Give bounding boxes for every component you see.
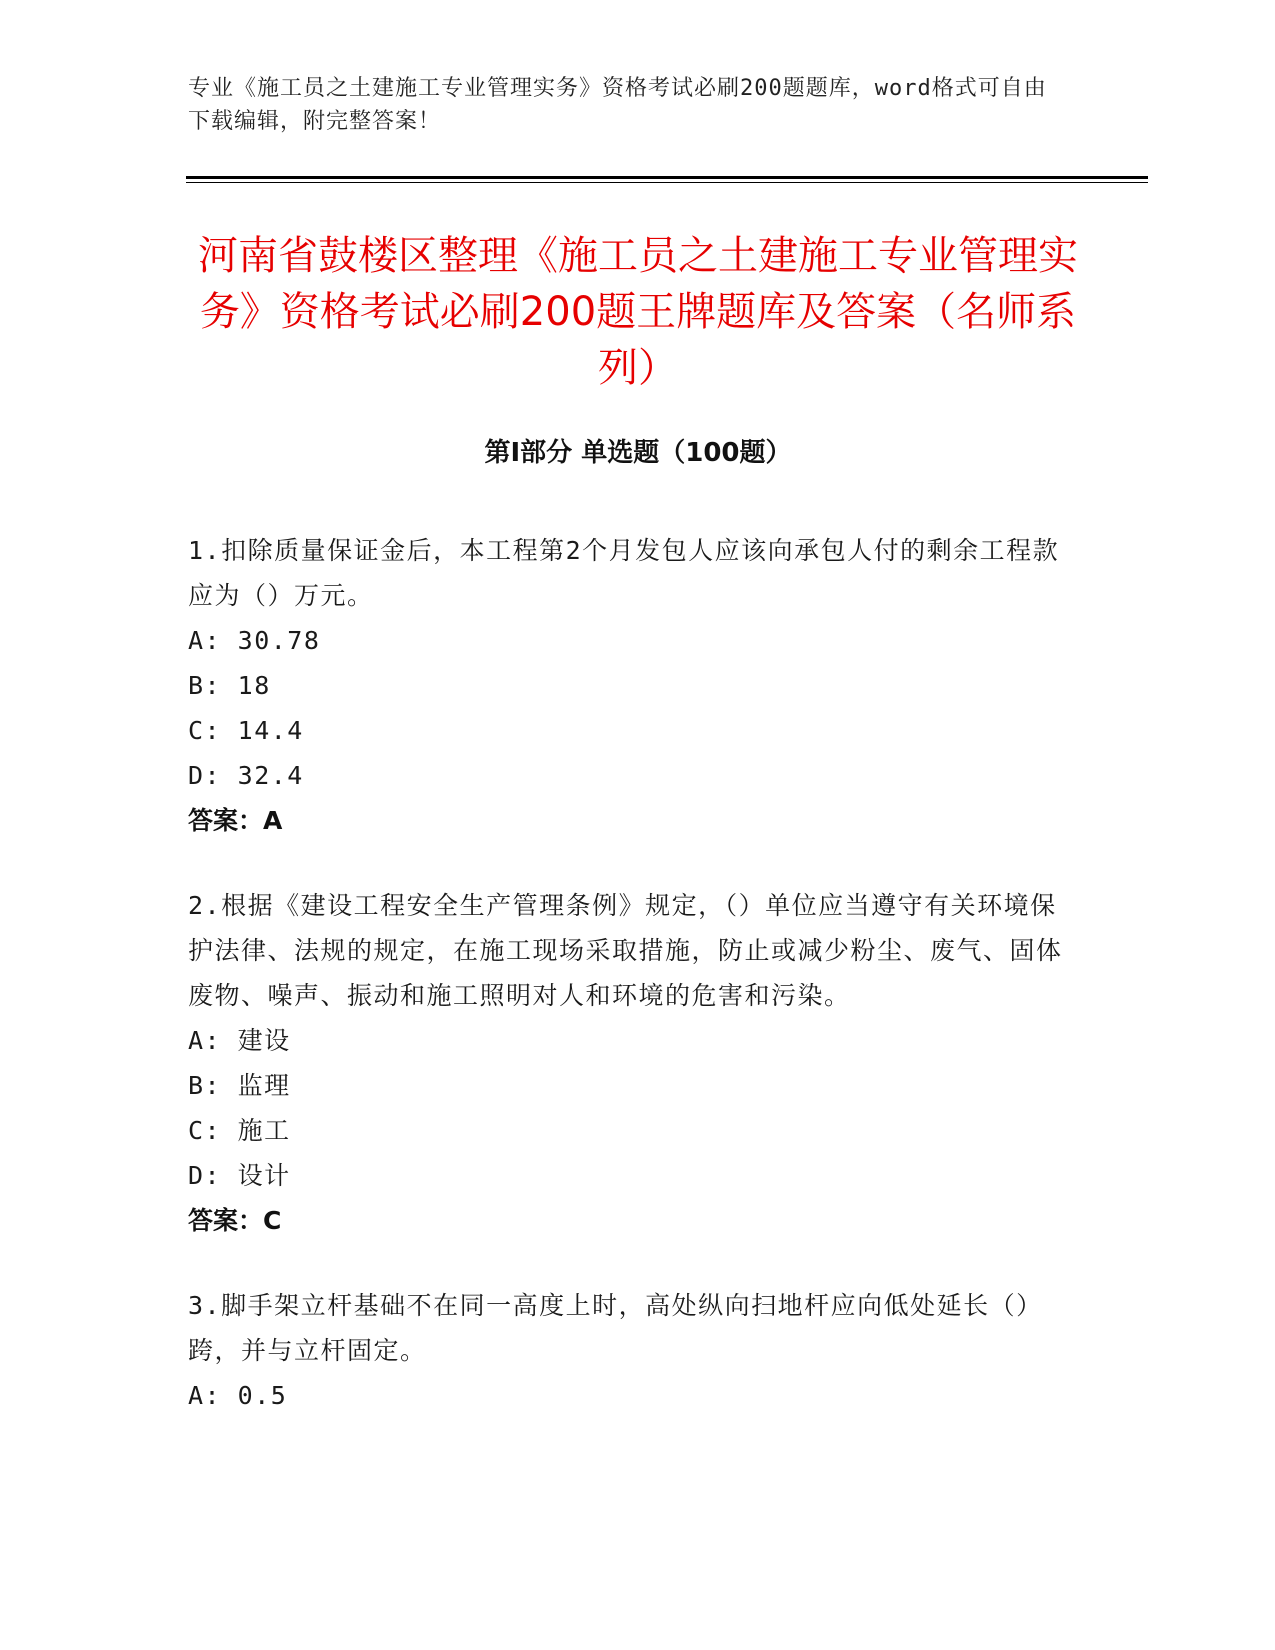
option-d: D: 32.4	[188, 761, 304, 790]
answer: 答案：C	[188, 1206, 282, 1235]
header-divider-thick	[186, 176, 1148, 179]
option-a: A: 0.5	[188, 1381, 288, 1410]
question-1	[188, 528, 1068, 843]
option-c: C: 施工	[188, 1116, 291, 1145]
question-stem: 3.脚手架立杆基础不在同一高度上时，高处纵向扫地杆应向低处延长（）跨，并与立杆固定。	[188, 1291, 1043, 1365]
question-list	[188, 528, 1068, 1458]
question-3	[188, 1283, 1068, 1418]
header-note: 专业《施工员之土建施工专业管理实务》资格考试必刷200题题库，word格式可自由下载编辑，附完整答案！	[188, 76, 1047, 134]
question-stem: 1.扣除质量保证金后，本工程第2个月发包人应该向承包人付的剩余工程款应为（）万元。	[188, 536, 1060, 610]
question-2	[188, 883, 1068, 1243]
document-title: 河南省鼓楼区整理《施工员之土建施工专业管理实务》资格考试必刷200题王牌题库及答案（名师系列）	[198, 233, 1078, 391]
section-title: 第Ⅰ部分 单选题（100题）	[484, 438, 792, 468]
answer: 答案：A	[188, 806, 283, 835]
question-stem: 2.根据《建设工程安全生产管理条例》规定，（）单位应当遵守有关环境保护法律、法规的规定，在施工现场采取措施，防止或减少粉尘、废气、固体废物、噪声、振动和施工照明对人和环境的危害和污染。	[188, 891, 1063, 1010]
option-b: B: 监理	[188, 1071, 291, 1100]
option-d: D: 设计	[188, 1161, 291, 1190]
option-c: C: 14.4	[188, 716, 304, 745]
option-a: A: 建设	[188, 1026, 291, 1055]
option-a: A: 30.78	[188, 626, 321, 655]
option-b: B: 18	[188, 671, 271, 700]
header-divider-thin	[186, 182, 1148, 183]
